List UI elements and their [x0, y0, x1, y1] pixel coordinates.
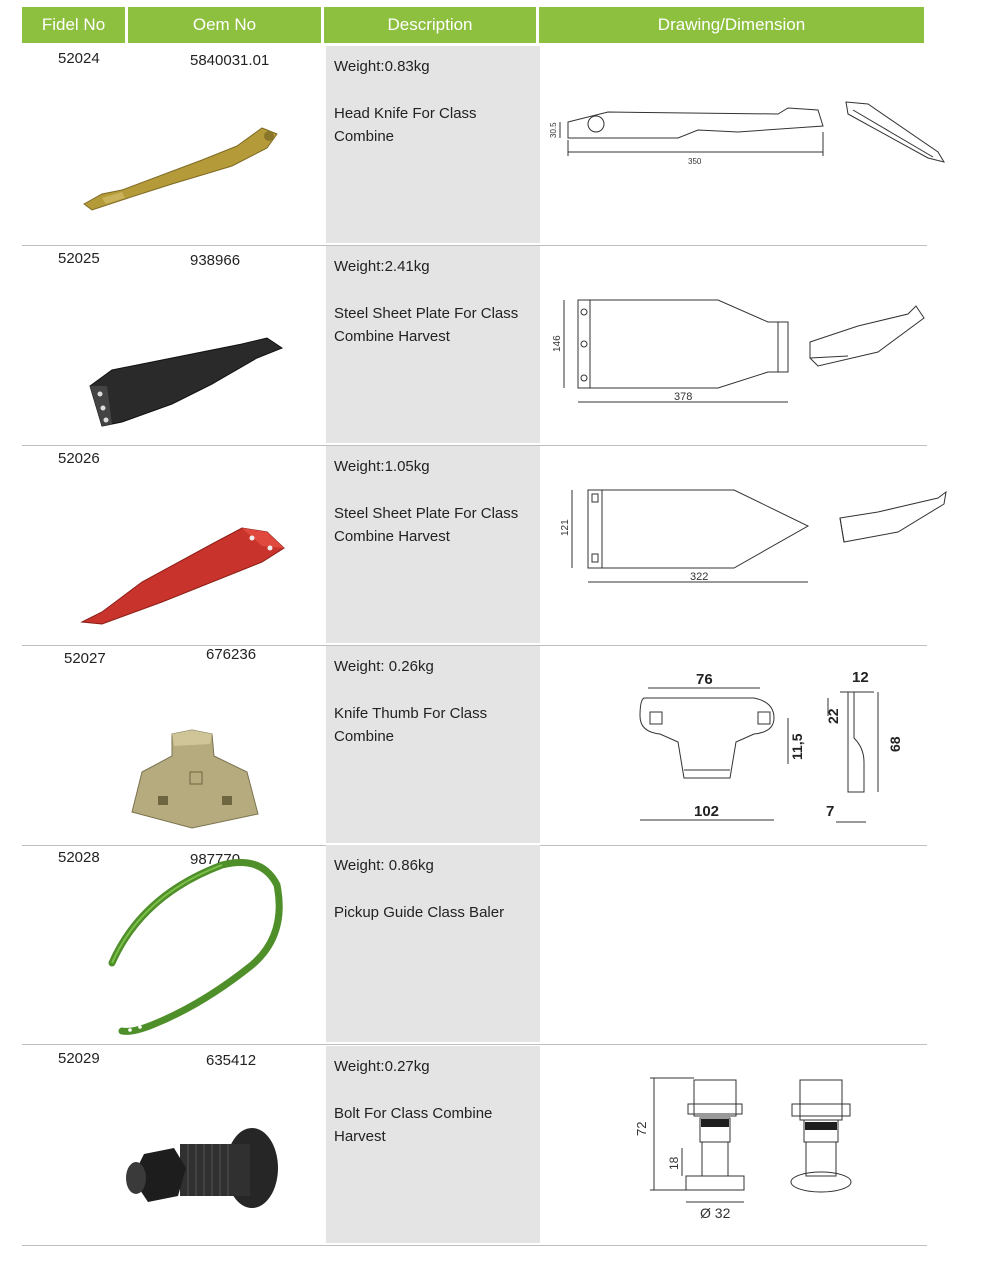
oem-no: 987770 [190, 851, 241, 868]
bolt-photo [62, 1086, 302, 1236]
oem-no: 676236 [206, 646, 257, 663]
table-row [22, 246, 927, 443]
row-divider [22, 1044, 927, 1045]
table-row [22, 446, 927, 643]
table-row [22, 646, 927, 843]
fidel-no: 52028 [58, 849, 100, 866]
fidel-no: 52024 [58, 50, 100, 67]
dim-height: 121 [560, 519, 571, 536]
dim-width: 322 [690, 571, 709, 583]
description-text: Knife Thumb For Class Combine [334, 705, 488, 745]
table-header [22, 7, 924, 43]
dim-height: 146 [552, 335, 563, 352]
header-oem-no: Oem No [128, 7, 321, 43]
dim-top: 76 [696, 671, 713, 688]
weight-label: Weight:1.05kg [334, 458, 430, 475]
description-text: Head Knife For Class Combine [334, 105, 477, 145]
knife-thumb-photo [62, 686, 302, 836]
header-drawing-dimension: Drawing/Dimension [539, 7, 924, 43]
fidel-no: 52027 [64, 650, 106, 667]
fidel-no: 52026 [58, 450, 100, 467]
dim-diameter: Ø 32 [700, 1205, 731, 1221]
pickup-guide-photo [62, 855, 302, 1035]
dim-width: 350 [688, 157, 702, 166]
steel-plate-photo [62, 286, 302, 436]
knife-thumb-drawing [548, 652, 948, 837]
dim-a: 22 [825, 708, 841, 724]
table-row [22, 1046, 927, 1243]
oem-no: 635412 [206, 1052, 257, 1069]
dim-bottom: 102 [694, 803, 720, 820]
steel-plate-drawing [548, 252, 948, 437]
fidel-no: 52025 [58, 250, 100, 267]
dim-thickness: 12 [852, 669, 869, 686]
weight-label: Weight: 0.26kg [334, 658, 434, 675]
dim-b: 7 [826, 803, 835, 820]
oem-no: 5840031.01 [190, 52, 270, 69]
description-text: Steel Sheet Plate For Class Combine Harvest [334, 505, 519, 545]
table-row [22, 46, 927, 243]
red-plate-drawing [548, 452, 948, 637]
table-row [22, 845, 927, 1042]
oem-no: 938966 [190, 252, 241, 269]
row-divider [22, 1245, 927, 1246]
bolt-drawing [548, 1052, 948, 1237]
description-text: Pickup Guide Class Baler [334, 904, 505, 921]
header-fidel-no: Fidel No [22, 7, 125, 43]
weight-label: Weight:2.41kg [334, 258, 430, 275]
dim-height: 68 [887, 736, 903, 752]
dim-width: 378 [674, 391, 693, 403]
dim-side: 11,5 [789, 733, 805, 760]
dim-height-2: 18 [667, 1156, 681, 1170]
header-description: Description [324, 7, 536, 43]
fidel-no: 52029 [58, 1050, 100, 1067]
description-text: Steel Sheet Plate For Class Combine Harvest [334, 305, 519, 345]
head-knife-drawing [548, 52, 948, 237]
red-plate-photo [62, 486, 302, 636]
description-cell [326, 845, 540, 1042]
weight-label: Weight:0.27kg [334, 1058, 430, 1075]
weight-label: Weight:0.83kg [334, 58, 430, 75]
description-text: Bolt For Class Combine Harvest [334, 1105, 493, 1145]
dim-height: 30.5 [549, 122, 558, 138]
head-knife-photo [62, 86, 302, 236]
dim-height: 72 [634, 1121, 649, 1136]
weight-label: Weight: 0.86kg [334, 857, 434, 874]
